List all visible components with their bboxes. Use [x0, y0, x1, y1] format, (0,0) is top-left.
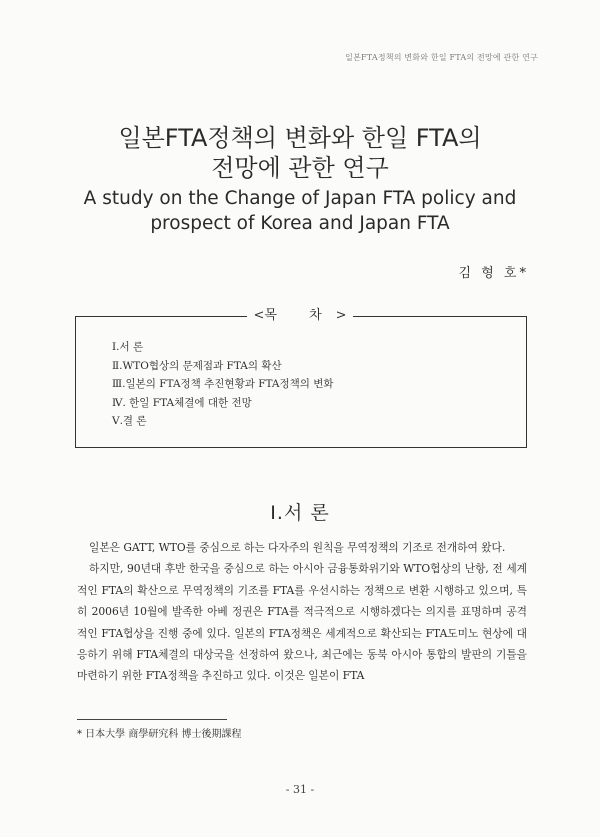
toc-item: Ⅴ.결 론: [112, 415, 147, 427]
toc-item: Ⅲ.일본의 FTA정책 추진현황과 FTA정책의 변화: [112, 378, 334, 390]
title-korean-line-2: 전망에 관한 연구: [211, 154, 389, 182]
author-name: 김 형 호*: [458, 266, 529, 281]
page-number: - 31 -: [285, 783, 315, 796]
paragraph: 하지만, 90년대 후반 한국을 중심으로 하는 아시아 금융통화위기와 WTO협상의 난항, 전 세계적인 FTA의 확산으로 무역정책의 기조를 FTA를 우선시하는 정책으로 변환 시행하고 있으며, 특히 2006년 10월에 발족한 아베 정권은 FTA를 적극적으로 시행하겠다는 의지를 표명하며 공격적인 FTA협상을 진행 중에 있다. 일본의 FTA정책은 세계적으로 확산되는 FTA도미노 현상에 대응하기 위해 FTA체결의 대상국을 선정하여 왔으나, 최근에는 동북 아시아 통합의 발판의 기틀을 마련하기 위한 FTA정책을 추진하고 있다. 이것은 일본이 FTA: [77, 562, 527, 683]
toc-heading: [0, 304, 600, 323]
toc-heading-text: 목 차: [264, 308, 336, 323]
title-english-line-2: prospect of Korea and Japan FTA: [150, 213, 450, 234]
footnote: * 日本大學 商學研究科 博士後期課程: [77, 729, 242, 740]
toc-bracket-left: <: [253, 308, 265, 323]
title-korean-line-1: 일본FTA정책의 변화와 한일 FTA의: [118, 124, 482, 152]
title-english-line-1: A study on the Change of Japan FTA policy and: [83, 188, 517, 209]
toc-item: Ⅱ.WTO협상의 문제점과 FTA의 확산: [112, 359, 282, 372]
body-text: [77, 537, 527, 687]
toc-item: Ⅳ. 한일 FTA체결에 대한 전망: [112, 396, 252, 409]
running-head: 일본FTA정책의 변화와 한일 FTA의 전망에 관한 연구: [345, 53, 538, 62]
toc-bracket-right: >: [335, 308, 347, 323]
section-title: Ⅰ.서 론: [270, 502, 330, 524]
footnote-divider: [77, 719, 227, 720]
toc-list: [112, 338, 334, 431]
toc-item: Ⅰ.서 론: [112, 341, 144, 353]
paragraph: 일본은 GATT, WTO를 중심으로 하는 다자주의 원칙을 무역정책의 기조로 전개하여 왔다.: [89, 541, 506, 554]
